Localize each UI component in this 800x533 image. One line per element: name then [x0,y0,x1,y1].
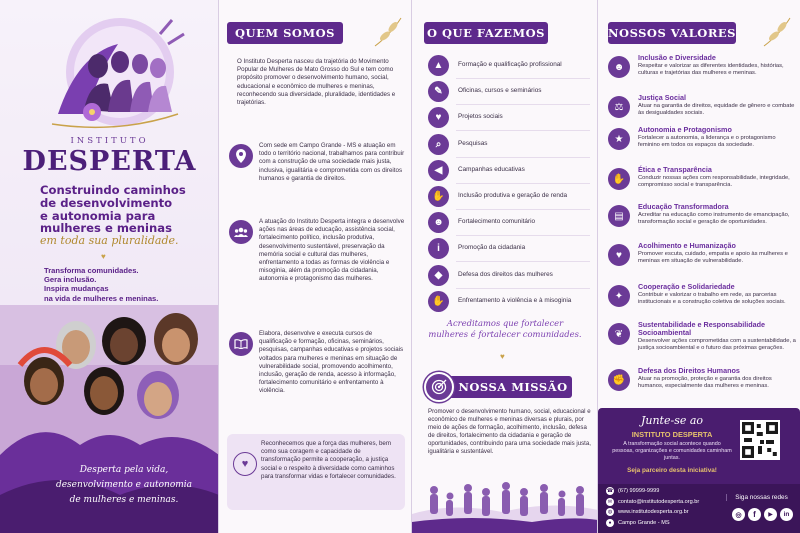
slogan-line: Inspira mudanças [44,284,109,294]
join-name: INSTITUTO DESPERTA [631,430,713,439]
activity-label: Inclusão produtiva e geração de renda [458,192,568,199]
o-que-fazemos-panel [412,0,598,533]
logo-emblem [38,14,188,132]
divider [456,261,590,262]
leaf-decoration [371,14,405,50]
handshake-icon: ✋ [428,186,449,207]
handshake-icon: ✋ [608,168,630,190]
value-description: Respeitar e valorizar as diferentes identidades, histórias, culturas e trajetórias das mulheres e meninas. [638,63,784,76]
book-icon: ▤ [608,205,630,227]
leaf-icon: ❦ [608,323,630,345]
quem-somos-item-text: Com sede em Campo Grande - MS e atuação em todo o território nacional, trabalhamos para contribuir com a construção de uma sociedade mais justa, inclusiva, igualitária e comprometida com os direitos humanos e garantia de direitos. [259,142,405,182]
activity-label: Projetos sociais [458,113,503,121]
quem-somos-item-text: Elabora, desenvolve e executa cursos de qualificação e formação, oficinas, seminários, pesquisas, campanhas educativas e projetos sociais voltados para mulheres e meninas em situação de vulnerabilidade social, promovendo acolhimento, inclusão, geração de renda, acesso à informação, fortalecimento comunitário e enfrentamento à violência. [259,330,404,395]
quote [412,318,598,340]
value-title: Sustentabilidade e Responsabilidade Socioambiental [638,320,766,337]
divider [456,157,590,158]
slogan-line: Transforma comunidades. [44,266,139,275]
activity-label: Pesquisas [458,139,488,147]
star-person-icon: ★ [608,128,630,150]
value-description: Promover escuta, cuidado, empatia e apoio às mulheres e meninas em situação de vulnerabilidade. [638,251,788,264]
footer-script-line: Desperta pela vida, [79,465,169,475]
value-title: Justiça Social [638,93,686,102]
quem-somos-title: QUEM SOMOS [227,22,343,44]
value-title: Autonomia e Protagonismo [638,125,732,134]
footer-script [38,463,210,508]
activity-label: Promoção da cidadania [458,244,526,252]
target-icon [424,372,454,402]
heart-icon: ♥ [608,244,630,266]
headline-script: em toda sua pluralidade. [40,234,179,248]
quem-somos-intro: O Instituto Desperta nasceu da trajetória do Movimento Popular de Mulheres de Mato Grosso do Sul e tem como propósito promover o desenvolvimento humano, social, educacional e econômico de mulheres e meninas, reconhecendo sua diversidade, pluralidade, identidades e trajetórias. [237,58,396,107]
network-icon: ✦ [608,285,630,307]
magnifier-icon: ⌕ [428,134,449,155]
value-title: Ética e Transparência [638,165,712,174]
heart-hands-icon: ♥ [428,107,449,128]
youtube-icon[interactable]: ▶ [764,508,777,521]
contact-text[interactable]: www.institutodesperta.org.br [618,509,689,515]
value-description: Conduzir nossas ações com responsabilidade, integridade, compromisso social e transparência. [638,175,790,188]
shield-icon: ◆ [428,265,449,286]
qr-code[interactable] [740,420,780,460]
quem-somos-item-text: A atuação do Instituto Desperta integra e desenvolve ações nas áreas de educação, assistência social, fortalecimento político, inclusão produtiva, desenvolvimento sustentável, preservação da memória social e cultural das mulheres, enfrentamento a todas as formas de violência e misoginia, além da promoção da cidadania, autonomia e protagonismo das mulheres. [259,218,405,283]
mission-text: Promover o desenvolvimento humano, social, educacional e econômico de mulheres e meninas diversas e plurais, por meio de ações de formação, acolhimento, inclusão, defesa de direitos, fortalecimento da cidadania e geração de oportunidades, contribuindo para uma sociedade mais justa, igualitária e sustentável. [428,408,591,455]
footer-script-line: de mulheres e meninas. [69,495,179,505]
nossos-valores-panel [598,0,800,533]
facebook-icon[interactable]: f [748,508,761,521]
value-title: Inclusão e Diversidade [638,53,716,62]
cover-panel [0,0,219,533]
location-pin-icon: ● [606,519,614,527]
value-description: Atuar na garantia de direitos, equidade de gênero e combate às desigualdades sociais. [638,103,795,116]
quote-line: mulheres é fortalecer comunidades. [428,329,582,339]
activity-label: Campanhas educativas [458,165,525,173]
value-description: Contribuir e valorizar o trabalho em rede, as parcerias institucionais e a construção coletiva de soluções sociais. [638,292,786,305]
activity-label: Defesa dos direitos das mulheres [458,270,553,278]
logo-institute-text: INSTITUTO [70,136,149,146]
heart-divider-icon: ♥ [500,352,505,361]
value-description: Desenvolver ações comprometidas com a sustentabilidade, a justiça socioambiental e o futuro das próximas gerações. [638,338,796,351]
value-title: Defesa dos Direitos Humanos [638,366,740,375]
slogan-line: na vida de mulheres e meninas. [44,293,159,303]
email-icon: ✉ [607,498,613,505]
activity-label: Oficinas, cursos e seminários [458,87,542,95]
value-title: Cooperação e Solidariedade [638,282,735,291]
book-icon [229,332,253,356]
scales-icon: ⚖ [608,96,630,118]
people-icon: ☻ [608,56,630,78]
workshop-icon: ✎ [428,81,449,102]
location-pin-icon [229,144,253,168]
value-description: Acreditar na educação como instrumento de emancipação, transformação social e geração de oportunidades. [638,212,790,225]
handshake-heart-icon: ♥ [233,452,257,476]
activity-label: Fortalecimento comunitário [458,218,536,226]
linkedin-icon[interactable]: in [780,508,793,521]
o-que-fazemos-title: O QUE FAZEMOS [424,22,548,44]
megaphone-icon: ◀ [428,160,449,181]
footer-script-line: desenvolvimento e autonomia [55,480,193,490]
quem-somos-panel [219,0,412,533]
nossos-valores-title: NOSSOS VALORES [608,22,736,44]
divider [456,288,590,289]
divider [456,130,590,131]
headline-line: e autonomia para [40,208,156,223]
slogan [44,266,158,303]
leaf-decoration [760,14,794,50]
logo-name-text: DESPERTA [22,146,197,177]
slogan-line: Gera inclusão. [44,275,97,285]
activity-label: Formação e qualificação profissional [458,61,562,68]
divider [456,209,590,210]
mission-title: NOSSA MISSÃO [442,376,572,398]
divider [456,183,590,184]
social-label: Siga nossas redes [726,494,796,501]
contact-text: Campo Grande - MS [618,519,670,526]
globe-icon: ◍ [607,509,613,515]
value-description: Atuar na promoção, proteção e garantia dos direitos humanos, especialmente das mulheres e meninas. [638,376,772,389]
headline-line: mulheres e meninas [40,221,172,236]
value-description: Fortalecer a autonomia, a liderança e o protagonismo feminino em todos os espaços da sociedade. [638,135,776,148]
community-icon: ☻ [428,212,449,233]
headline-line: de desenvolvimento [40,195,173,210]
instagram-icon[interactable]: ◎ [732,508,745,521]
contact-text: (67) 99999-9999 [618,488,660,494]
contact-text[interactable]: contato@institutodesperta.org.br [618,498,700,505]
group-icon [229,220,253,244]
join-cta: Seja parceiro desta iniciativa! [627,467,717,474]
value-title: Acolhimento e Humanização [638,241,736,250]
activity-label: Enfrentamento à violência e à misoginia [458,296,572,304]
raised-fist-icon: ✊ [608,369,630,391]
quote-line: Acreditamos que fortalecer [446,318,564,328]
community-silhouette [412,474,598,533]
join-script: Junte-se ao [640,414,704,427]
stop-hand-icon: ✋ [428,291,449,312]
divider [456,104,590,105]
graduation-cap-icon: ▲ [428,55,449,76]
closing-text: Reconhecemos que a força das mulheres, bem como sua coragem e capacidade de transformação permite a cooperação, a justiça social e o respeito à diversidade como caminhos para transformar vidas e fortalecer comunidades. [261,440,396,480]
value-title: Educação Transformadora [638,202,729,211]
divider [456,235,590,236]
join-text: A transformação social acontece quando pessoas, organizações e comunidades caminham juntas. [612,441,732,461]
phone-icon: ☎ [606,488,614,494]
info-icon: i [428,238,449,259]
headline [40,184,210,248]
headline-line: Construindo caminhos [40,183,186,197]
divider [456,78,590,79]
heart-divider-icon: ♥ [101,252,106,261]
